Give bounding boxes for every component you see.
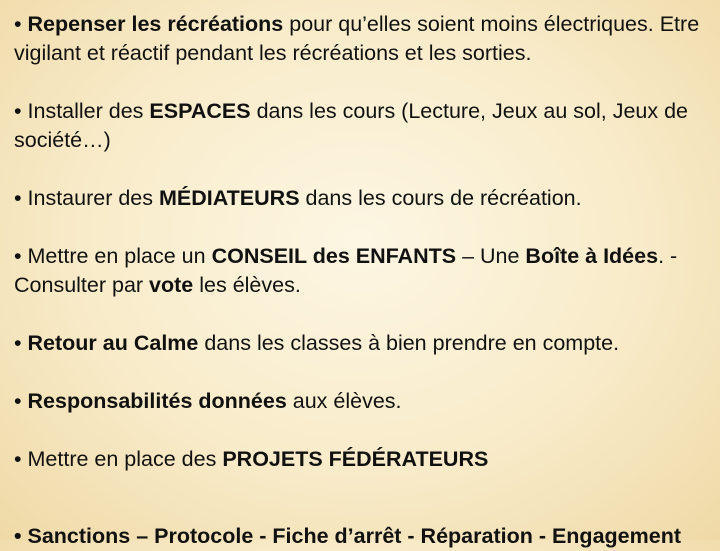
bold-text: vote [149,273,194,297]
item-text: Installer des [27,99,150,123]
item-text: pour qu’elles soient moins électriques. Etre vigilant et réactif pendant les récréations et les sorties. [14,12,700,65]
bullet-glyph: • [14,12,28,36]
bold-text: Retour au Calme [27,331,199,355]
cut-off-list-item: • Sanctions – Protocole - Fiche d’arrêt - Réparation - Engagement [14,524,681,548]
list-item-conseil [14,242,710,300]
item-text: – Une [456,244,526,268]
bold-text: CONSEIL des ENFANTS [211,244,457,268]
bold-text: Repenser les récréations [27,12,284,36]
item-text: Mettre en place des [27,447,223,471]
item-text: dans les cours (Lecture, Jeux au sol, Jeux de société…) [14,99,688,152]
list-item-recreations [14,10,710,68]
bold-text: Boîte à Idées [525,244,659,268]
bold-text: PROJETS FÉDÉRATEURS [222,447,489,471]
item-text: dans les classes à bien prendre en compte. [198,331,620,355]
item-text: . - Consulter par [14,244,678,297]
bullet-glyph: • [14,331,28,355]
bullet-list [14,10,710,503]
item-text: dans les cours de récréation. [299,186,582,210]
list-item-mediateurs [14,184,710,213]
item-text: Instaurer des [27,186,159,210]
bullet-glyph: • [14,99,28,123]
bold-text: ESPACES [149,99,251,123]
list-item-espaces [14,97,710,155]
list-item-projets [14,445,710,474]
bold-text: MÉDIATEURS [158,186,300,210]
list-item-retour-calme [14,329,710,358]
item-text: aux élèves. [286,389,402,413]
item-text: les élèves. [193,273,301,297]
bullet-glyph: • [14,447,28,471]
bullet-glyph: • [14,186,28,210]
list-item-responsabilites [14,387,710,416]
item-text: Mettre en place un [27,244,212,268]
bullet-glyph: • [14,389,28,413]
bullet-glyph: • [14,244,28,268]
bold-text: Responsabilités données [27,389,287,413]
